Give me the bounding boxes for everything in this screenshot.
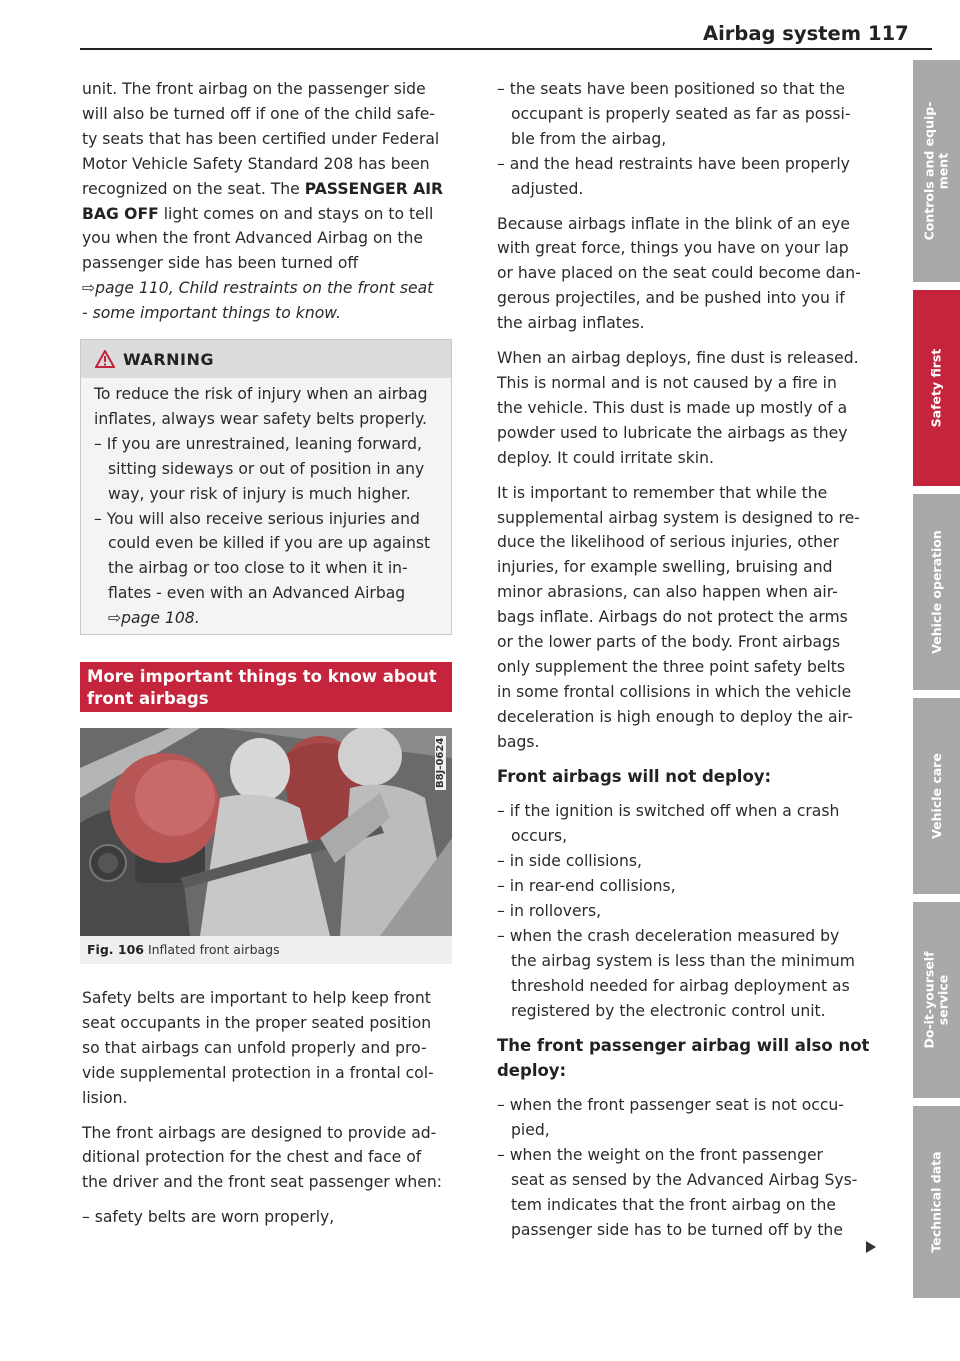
list-item: – when the weight on the front passenger (497, 1146, 823, 1165)
list-item: – when the front passenger seat is not occu- (497, 1096, 844, 1115)
text-line: minor abrasions, can also happen when air- (497, 583, 838, 602)
text-line: To reduce the risk of injury when an airbag (94, 385, 428, 403)
text-line: ty seats that has been certified under Federal (82, 129, 440, 148)
text-line: the airbag or too close to it when it in- (108, 559, 408, 578)
text-line: unit. The front airbag on the passenger side (82, 80, 426, 98)
list-item: – in side collisions, (497, 852, 642, 871)
text-line: This is normal and is not caused by a fire in (497, 373, 837, 392)
list-item: – safety belts are worn properly, (82, 1208, 335, 1227)
text-line: occupant is properly seated as far as possi- (511, 104, 851, 123)
text-line: seat as sensed by the Advanced Airbag Sys- (511, 1171, 858, 1190)
figure-label: Fig. 106 (87, 942, 144, 957)
text-line: The front airbags are designed to provide ad- (82, 1123, 437, 1142)
continue-arrow-icon (866, 1241, 876, 1253)
figure-caption (80, 936, 452, 964)
text-line (82, 202, 454, 227)
text-line: lision. (82, 1088, 128, 1107)
text-line: ditional protection for the chest and face of (82, 1148, 422, 1167)
running-header-title: Airbag system (703, 22, 862, 45)
text-line: powder used to lubricate the airbags as they (497, 423, 848, 442)
right-column (497, 77, 871, 1243)
text-line: the airbag system is less than the minimum (511, 951, 855, 970)
warning-box (80, 339, 452, 635)
subheading-passenger-no-deploy: The front passenger airbag will also not (497, 1035, 870, 1055)
text-line: occurs, (511, 827, 568, 846)
text-line: – You will also receive serious injuries and (94, 509, 420, 528)
text-line: gerous projectiles, and be pushed into you if (497, 289, 845, 308)
text-line: will also be turned off if one of the child safe- (82, 104, 436, 123)
page-reference-link[interactable]: ⇨page 110, Child restraints on the front seat (82, 279, 434, 298)
text-line: seat occupants in the proper seated position (82, 1013, 432, 1032)
text-line: flates - even with an Advanced Airbag (108, 584, 406, 603)
text-line: Safety belts are important to help keep front (82, 989, 431, 1007)
text-line: tem indicates that the front airbag on the (511, 1196, 837, 1215)
list-item: – and the head restraints have been properly (497, 154, 850, 173)
text-line (82, 177, 454, 202)
page-reference-link[interactable]: ⇨page 108. (108, 609, 200, 628)
list-item: – if the ignition is switched off when a crash (497, 802, 840, 821)
text-line: It is important to remember that while the (497, 483, 828, 502)
text-line: with great force, things you have on your lap (497, 239, 849, 258)
tab-controls-and-equipment[interactable]: Controls and equip- ment (913, 60, 960, 282)
text-line: passenger side has been turned off (82, 254, 359, 273)
list-item: – in rear-end collisions, (497, 877, 676, 896)
text-line: inflates, always wear safety belts properly. (94, 409, 427, 428)
section-heading-line: More important things to know about (87, 667, 437, 686)
text-line: Motor Vehicle Safety Standard 208 has been (82, 154, 430, 173)
text-line: deploy. It could irritate skin. (497, 448, 714, 467)
text-line: - some important things to know. (82, 304, 341, 323)
subheading-no-deploy: Front airbags will not deploy: (497, 766, 772, 786)
text-line: Because airbags inflate in the blink of an eye (497, 214, 850, 233)
text-line: adjusted. (511, 179, 584, 198)
warning-body (81, 378, 451, 631)
header-rule (80, 48, 932, 50)
text-line: deceleration is high enough to deploy the air- (497, 707, 853, 726)
text-line: the airbag inflates. (497, 314, 645, 333)
text-line: passenger side has to be turned off by the (511, 1220, 843, 1239)
figure-code: B8J-0624 (435, 737, 446, 788)
text-line: or have placed on the seat could become dan- (497, 264, 861, 283)
indicator-name: PASSENGER AIR (304, 179, 444, 198)
tab-technical-data[interactable]: Technical data (913, 1106, 960, 1298)
tab-vehicle-operation[interactable]: Vehicle operation (913, 494, 960, 690)
text-line: pied, (511, 1121, 550, 1140)
tab-vehicle-care[interactable]: Vehicle care (913, 698, 960, 894)
list-item: – in rollovers, (497, 902, 602, 921)
indicator-name: BAG OFF (82, 204, 159, 223)
text-line: or the lower parts of the body. Front airbags (497, 633, 841, 652)
text-line: bags. (497, 732, 540, 751)
text-line: so that airbags can unfold properly and pro- (82, 1038, 427, 1057)
list-item: – when the crash deceleration measured by (497, 927, 840, 945)
text-line: When an airbag deploys, fine dust is released. (497, 349, 859, 368)
text-line: ble from the airbag, (511, 129, 667, 148)
text-line: bags inflate. Airbags do not protect the arms (497, 608, 848, 627)
warning-heading (81, 340, 451, 378)
text-line: the vehicle. This dust is made up mostly of a (497, 398, 848, 417)
text-line: vide supplemental protection in a frontal col- (82, 1063, 434, 1082)
text-line: registered by the electronic control unit. (511, 1001, 826, 1020)
airbag-illustration (80, 728, 452, 936)
text-line: sitting sideways or out of position in any (108, 459, 425, 478)
intro-paragraph (82, 77, 454, 326)
text-line: way, your risk of injury is much higher. (108, 484, 411, 503)
warning-triangle-icon (95, 350, 115, 368)
text-line: only supplement the three point safety belts (497, 657, 846, 676)
text-line: could even be killed if you are up against (108, 534, 431, 553)
inflated-airbags-figure (80, 728, 452, 936)
tab-safety-first[interactable]: Safety first (913, 290, 960, 486)
text-line: you when the front Advanced Airbag on the (82, 229, 423, 248)
safety-belts-paragraph (82, 986, 454, 1230)
text-line: in some frontal collisions in which the vehicle (497, 682, 852, 701)
text-line: injuries, for example swelling, bruising and (497, 558, 833, 577)
section-heading-line: front airbags (87, 689, 209, 708)
text-span: recognized on the seat. The (82, 179, 305, 198)
page-number: 117 (868, 22, 909, 45)
text-span: light comes on and stays on to tell (158, 204, 434, 223)
text-line: supplemental airbag system is designed to re- (497, 508, 860, 527)
text-line: the driver and the front seat passenger when: (82, 1173, 443, 1192)
section-heading (80, 662, 452, 712)
text-line: threshold needed for airbag deployment as (511, 976, 850, 995)
figure-caption-text: Inflated front airbags (143, 942, 280, 957)
tab-do-it-yourself-service[interactable]: Do-it-yourself service (913, 902, 960, 1098)
text-line: duce the likelihood of serious injuries, other (497, 533, 839, 552)
list-item: – the seats have been positioned so that the (497, 80, 845, 98)
text-line: – If you are unrestrained, leaning forward, (94, 434, 423, 453)
warning-title: WARNING (123, 349, 214, 369)
subheading-passenger-no-deploy-cont: deploy: (497, 1060, 567, 1080)
